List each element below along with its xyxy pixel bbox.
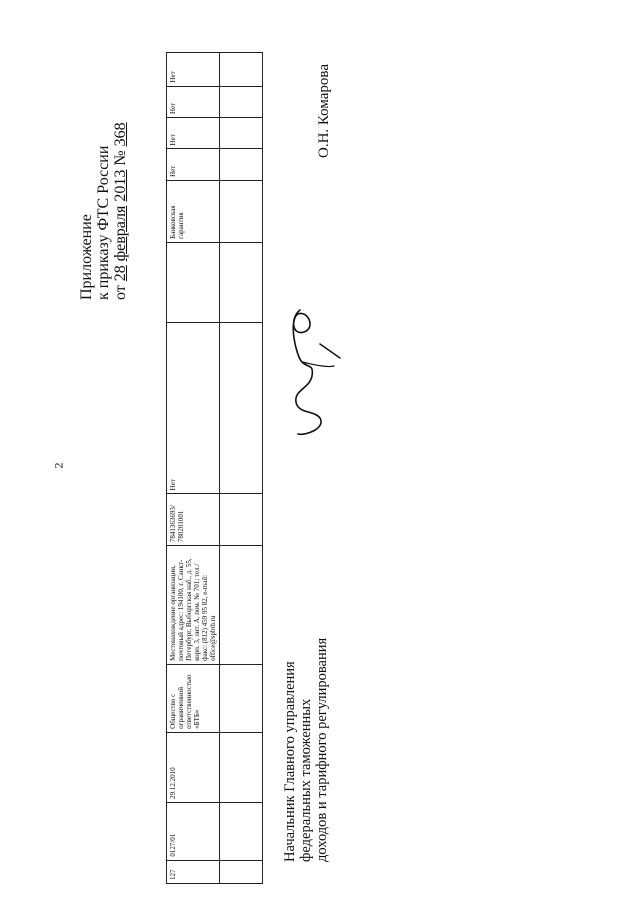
date-day: 28 — [112, 265, 129, 282]
cell-reg-number: 0127/01 — [167, 802, 220, 860]
signatory-title-line3: доходов и тарифного регулирования — [314, 637, 330, 862]
number-label: № — [112, 150, 129, 166]
date-month: февраля — [112, 205, 129, 262]
appendix-date-line — [112, 90, 129, 300]
cell-blank — [167, 242, 220, 322]
cell-address: Местонахождение организации, почтовый адрес: 194100, г. Санкт-Петербург, Выборгская наб., д. 55, корп. 3, лит. А, пом. № 701; тел./ факс: (812) 459 95 82, e-mail: office@spbtb.ru — [167, 546, 220, 665]
cell-flag-1: Нет — [167, 149, 220, 180]
signatory-title — [282, 522, 342, 862]
cell-guarantee: Банковская гарантия — [167, 180, 220, 242]
registry-table-wrap — [166, 52, 248, 884]
table-row — [167, 53, 220, 884]
date-year: 2013 — [112, 169, 129, 202]
cell-note: Нет — [167, 322, 220, 493]
date-prefix: от — [112, 285, 129, 300]
signatory-title-line2: федеральных таможенных — [298, 698, 314, 862]
page-number: 2 — [51, 462, 66, 469]
cell-flag-3: Нет — [167, 86, 220, 117]
order-number: 368 — [112, 122, 129, 147]
handwritten-signature — [286, 306, 350, 442]
signatory-title-line1: Начальник Главного управления — [282, 661, 298, 862]
appendix-line1: Приложение — [78, 214, 95, 300]
registry-table — [166, 52, 263, 884]
appendix-line2: к приказу ФТС России — [95, 145, 112, 300]
cell-flag-2: Нет — [167, 118, 220, 149]
signatory-name: О.Н. Комарова — [316, 64, 332, 158]
cell-index: 127 — [167, 860, 220, 883]
cell-org-name: Общество с ограниченной ответственностью «БТБ» — [167, 664, 220, 732]
cell-flag-4: Нет — [167, 53, 220, 87]
cell-inn-kpp: 7841363693/ 780201001 — [167, 494, 220, 546]
table-row-empty — [220, 53, 263, 884]
cell-date: 29.12.2010 — [167, 732, 220, 802]
